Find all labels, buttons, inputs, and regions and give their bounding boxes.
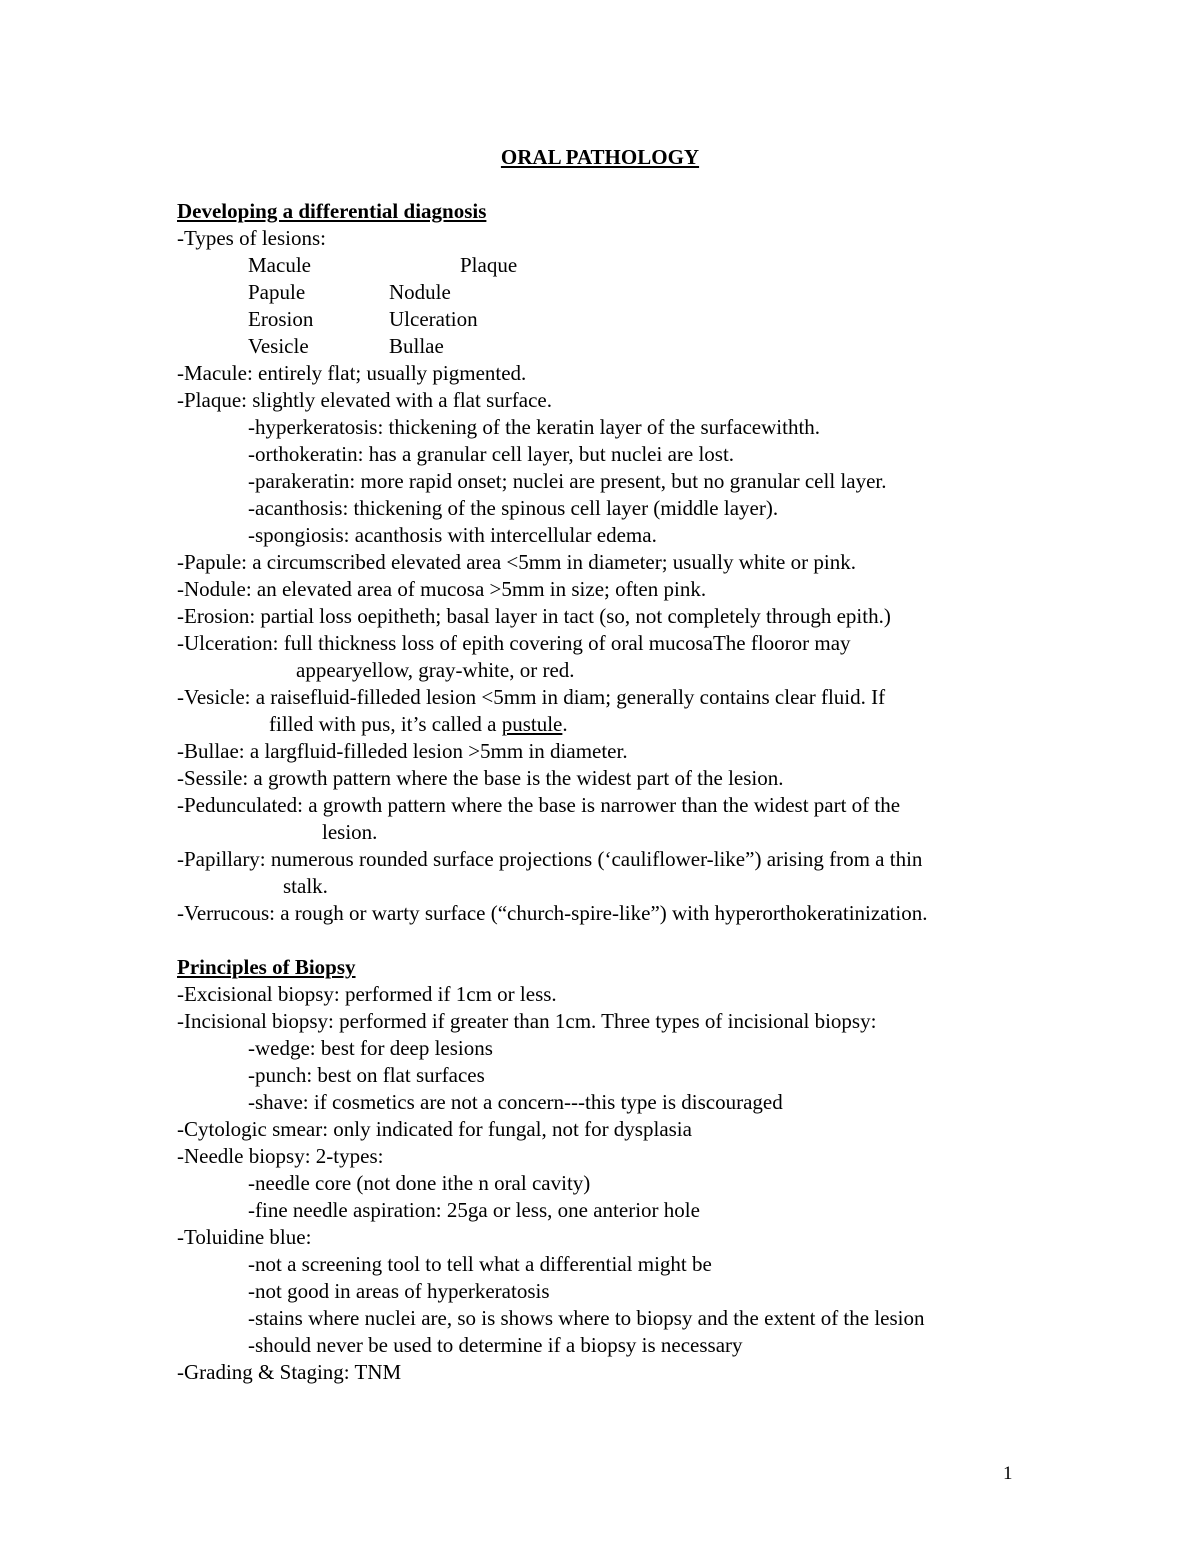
definition-macule: -Macule: entirely flat; usually pigmented.	[177, 361, 527, 385]
definition-papule: -Papule: a circumscribed elevated area <5mm in diameter; usually white or pink.	[177, 550, 856, 574]
plaque-sub-hyperkeratosis: -hyperkeratosis: thickening of the keratin layer of the surfacewithth.	[248, 415, 821, 439]
definition-sessile: -Sessile: a growth pattern where the base is the widest part of the lesion.	[177, 766, 784, 790]
definition-plaque: -Plaque: slightly elevated with a flat surface.	[177, 388, 552, 412]
lesion-type-papule: Papule	[248, 280, 306, 304]
definition-papillary-continued: stalk.	[283, 874, 328, 898]
toluidine-sub-1: -not a screening tool to tell what a differential might be	[248, 1252, 712, 1276]
toluidine-sub-4: -should never be used to determine if a biopsy is necessary	[248, 1333, 743, 1357]
definition-pedunculated: -Pedunculated: a growth pattern where the base is narrower than the widest part of the	[177, 793, 901, 817]
page-title: ORAL PATHOLOGY	[500, 145, 700, 169]
biopsy-toluidine-blue: -Toluidine blue:	[177, 1225, 312, 1249]
definition-vesicle-continued	[269, 711, 568, 738]
incisional-sub-wedge: -wedge: best for deep lesions	[248, 1036, 493, 1060]
definition-papillary: -Papillary: numerous rounded surface projections (‘cauliflower-like”) arising from a thin	[177, 847, 923, 871]
definition-verrucous: -Verrucous: a rough or warty surface (“church-spire-like”) with hyperorthokeratinization.	[177, 901, 928, 925]
plaque-sub-acanthosis: -acanthosis: thickening of the spinous cell layer (middle layer).	[248, 496, 779, 520]
needle-sub-fine-aspiration: -fine needle aspiration: 25ga or less, one anterior hole	[248, 1198, 700, 1222]
lesion-type-vesicle: Vesicle	[248, 334, 309, 358]
incisional-sub-punch: -punch: best on flat surfaces	[248, 1063, 485, 1087]
page-number: 1	[1003, 1463, 1013, 1484]
toluidine-sub-2: -not good in areas of hyperkeratosis	[248, 1279, 550, 1303]
definition-pedunculated-continued: lesion.	[322, 820, 378, 844]
types-of-lesions-label: -Types of lesions:	[177, 226, 327, 250]
plaque-sub-spongiosis: -spongiosis: acanthosis with intercellular edema.	[248, 523, 657, 547]
definition-bullae: -Bullae: a largfluid-filleded lesion >5mm in diameter.	[177, 739, 628, 763]
vesicle-continued-text: filled with pus, it’s called a	[269, 712, 502, 736]
definition-ulceration-continued: appearyellow, gray-white, or red.	[296, 658, 575, 682]
lesion-type-plaque: Plaque	[460, 253, 518, 277]
section-heading-differential-diagnosis: Developing a differential diagnosis	[177, 199, 487, 223]
lesion-type-bullae: Bullae	[389, 334, 444, 358]
section-heading-principles-of-biopsy: Principles of Biopsy	[177, 955, 356, 979]
grading-staging: -Grading & Staging: TNM	[177, 1360, 402, 1384]
definition-vesicle: -Vesicle: a raisefluid-filleded lesion <5mm in diam; generally contains clear fluid. If	[177, 685, 886, 709]
biopsy-excisional: -Excisional biopsy: performed if 1cm or less.	[177, 982, 557, 1006]
definition-erosion: -Erosion: partial loss oepitheth; basal layer in tact (so, not completely through epith.)	[177, 604, 891, 628]
incisional-sub-shave: -shave: if cosmetics are not a concern---this type is discouraged	[248, 1090, 783, 1114]
lesion-type-erosion: Erosion	[248, 307, 314, 331]
vesicle-continued-period: .	[562, 712, 568, 736]
lesion-type-ulceration: Ulceration	[389, 307, 478, 331]
biopsy-cytologic-smear: -Cytologic smear: only indicated for fungal, not for dysplasia	[177, 1117, 692, 1141]
biopsy-needle: -Needle biopsy: 2-types:	[177, 1144, 384, 1168]
needle-sub-core: -needle core (not done ithe n oral cavity)	[248, 1171, 591, 1195]
lesion-type-nodule: Nodule	[389, 280, 451, 304]
definition-nodule: -Nodule: an elevated area of mucosa >5mm in size; often pink.	[177, 577, 707, 601]
biopsy-incisional: -Incisional biopsy: performed if greater than 1cm. Three types of incisional biopsy:	[177, 1009, 877, 1033]
term-pustule: pustule	[501, 712, 563, 736]
plaque-sub-orthokeratin: -orthokeratin: has a granular cell layer, but nuclei are lost.	[248, 442, 735, 466]
definition-ulceration: -Ulceration: full thickness loss of epith covering of oral mucosaThe flooror may	[177, 631, 851, 655]
plaque-sub-parakeratin: -parakeratin: more rapid onset; nuclei are present, but no granular cell layer.	[248, 469, 887, 493]
lesion-type-macule: Macule	[248, 253, 311, 277]
toluidine-sub-3: -stains where nuclei are, so is shows where to biopsy and the extent of the lesion	[248, 1306, 925, 1330]
